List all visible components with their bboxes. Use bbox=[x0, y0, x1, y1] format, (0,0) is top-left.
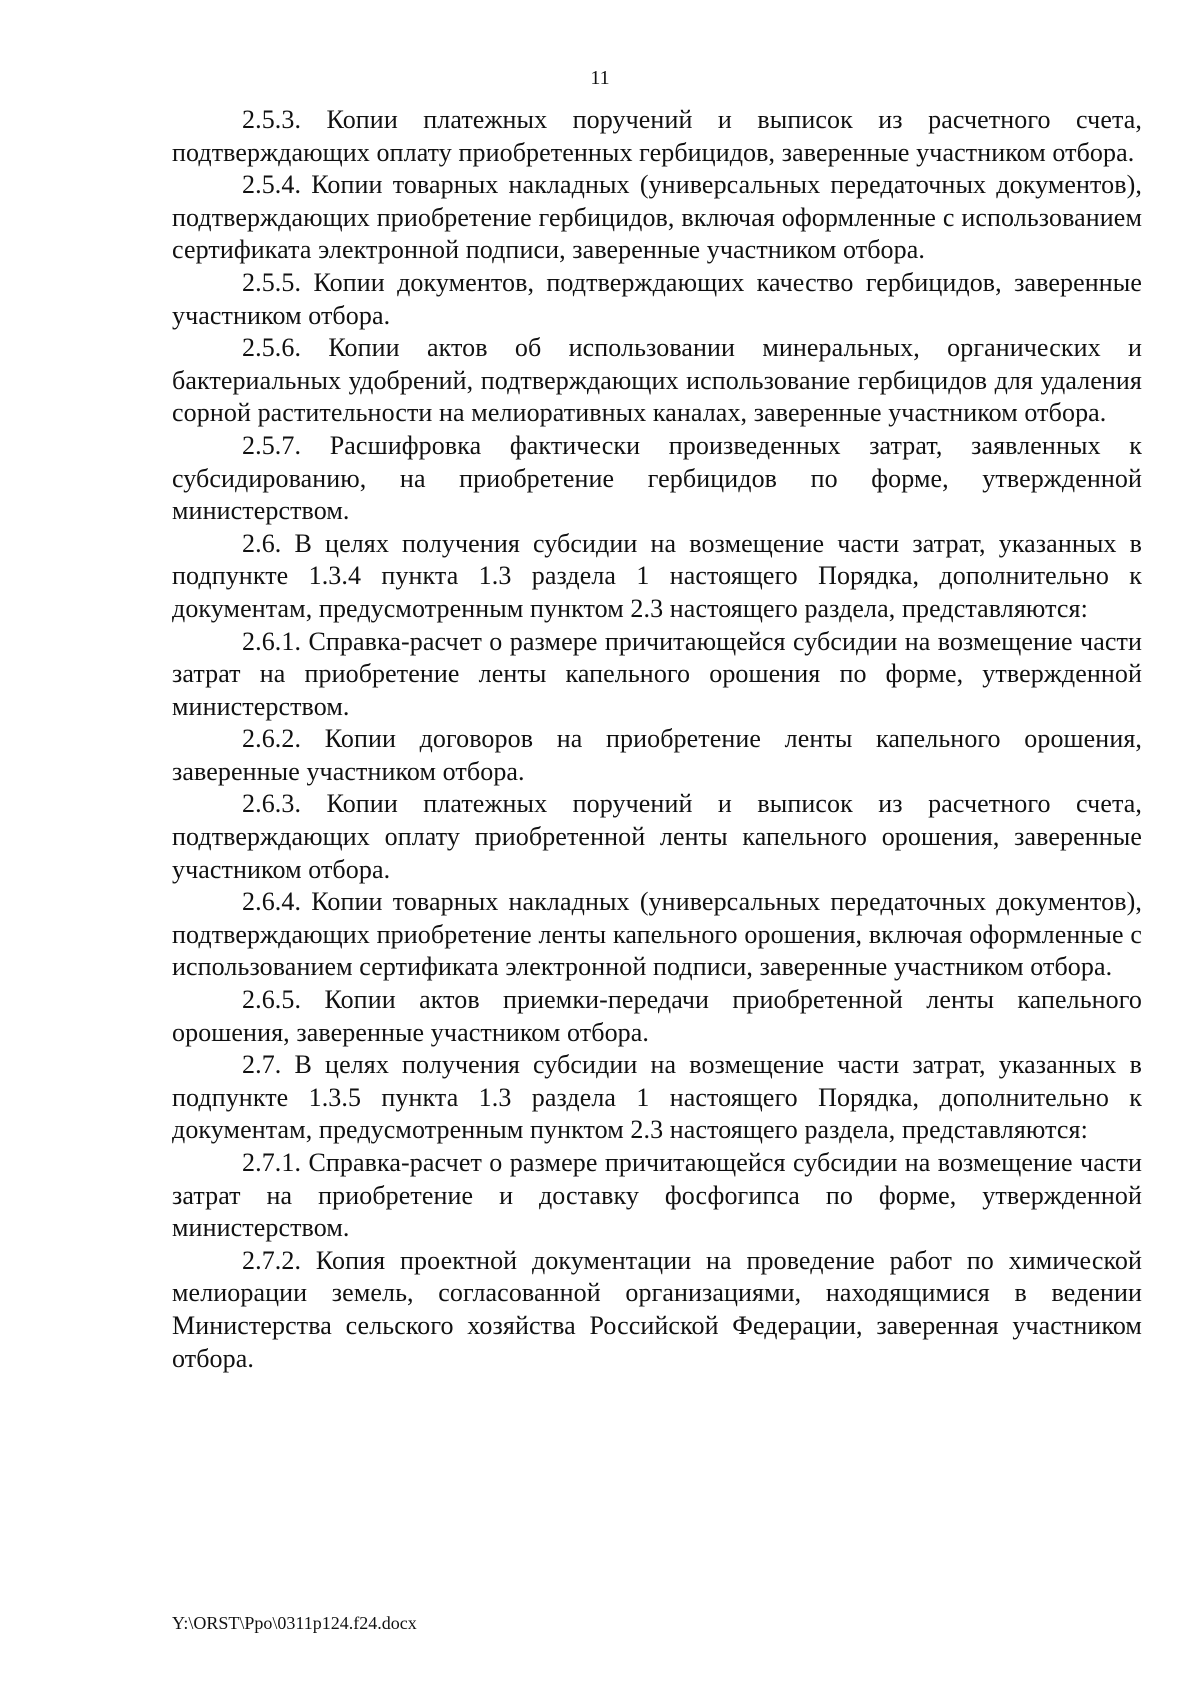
paragraph-2-6: 2.6. В целях получения субсидии на возмещение части затрат, указанных в подпункте 1.3.4 пункта 1.3 раздела 1 настоящего Порядка, дополнительно к документам, предусмотренным пунктом 2.3 настоящего раздела, представляются: bbox=[172, 528, 1142, 623]
paragraph-2-7: 2.7. В целях получения субсидии на возмещение части затрат, указанных в подпункте 1.3.5 пункта 1.3 раздела 1 настоящего Порядка, дополнительно к документам, предусмотренным пунктом 2.3 настоящего раздела, представляются: bbox=[172, 1050, 1142, 1145]
paragraph-2-5-6: 2.5.6. Копии актов об использовании минеральных, органических и бактериальных удобрений, подтверждающих использование гербицидов для удаления сорной растительности на мелиоративных каналах, заверенные участником отбора. bbox=[172, 333, 1142, 428]
paragraph-2-5-5: 2.5.5. Копии документов, подтверждающих качество гербицидов, заверенные участником отбора. bbox=[172, 267, 1142, 330]
paragraph-2-6-4: 2.6.4. Копии товарных накладных (универсальных передаточных документов), подтверждающих приобретение ленты капельного орошения, включая оформленные с использованием сертификата электронной подписи, заверенные участником отбора. bbox=[172, 887, 1142, 982]
paragraph-2-5-4: 2.5.4. Копии товарных накладных (универсальных передаточных документов), подтверждающих приобретение гербицидов, включая оформленные с использованием сертификата электронной подписи, заверенные участником отбора. bbox=[172, 170, 1142, 265]
paragraph-2-6-5: 2.6.5. Копии актов приемки-передачи приобретенной ленты капельного орошения, заверенные участником отбора. bbox=[172, 985, 1142, 1047]
paragraph-2-5-3: 2.5.3. Копии платежных поручений и выписок из расчетного счета, подтверждающих оплату приобретенных гербицидов, заверенные участником отбора. bbox=[172, 105, 1142, 167]
paragraph-2-7-2: 2.7.2. Копия проектной документации на проведение работ по химической мелиорации земель, согласованной организациями, находящимися в ведении Министерства сельского хозяйства Российской Федерации, заверенная участником отбора. bbox=[172, 1245, 1142, 1373]
document-body bbox=[172, 104, 1142, 1375]
paragraph-2-6-2: 2.6.2. Копии договоров на приобретение ленты капельного орошения, заверенные участником отбора. bbox=[172, 724, 1142, 786]
footer-file-path: Y:\ORST\Ppo\0311p124.f24.docx bbox=[172, 1613, 417, 1633]
paragraph-2-5-7: 2.5.7. Расшифровка фактически произведенных затрат, заявленных к субсидированию, на приобретение гербицидов по форме, утвержденной министерством. bbox=[172, 430, 1142, 526]
page-number: 11 bbox=[590, 67, 610, 89]
paragraph-2-6-3: 2.6.3. Копии платежных поручений и выписок из расчетного счета, подтверждающих оплату приобретенной ленты капельного орошения, заверенные участником отбора. bbox=[172, 789, 1142, 884]
paragraph-2-6-1: 2.6.1. Справка-расчет о размере причитающейся субсидии на возмещение части затрат на приобретение ленты капельного орошения по форме, утвержденной министерством. bbox=[172, 626, 1142, 721]
paragraph-2-7-1: 2.7.1. Справка-расчет о размере причитающейся субсидии на возмещение части затрат на приобретение и доставку фосфогипса по форме, утвержденной министерством. bbox=[172, 1148, 1142, 1243]
